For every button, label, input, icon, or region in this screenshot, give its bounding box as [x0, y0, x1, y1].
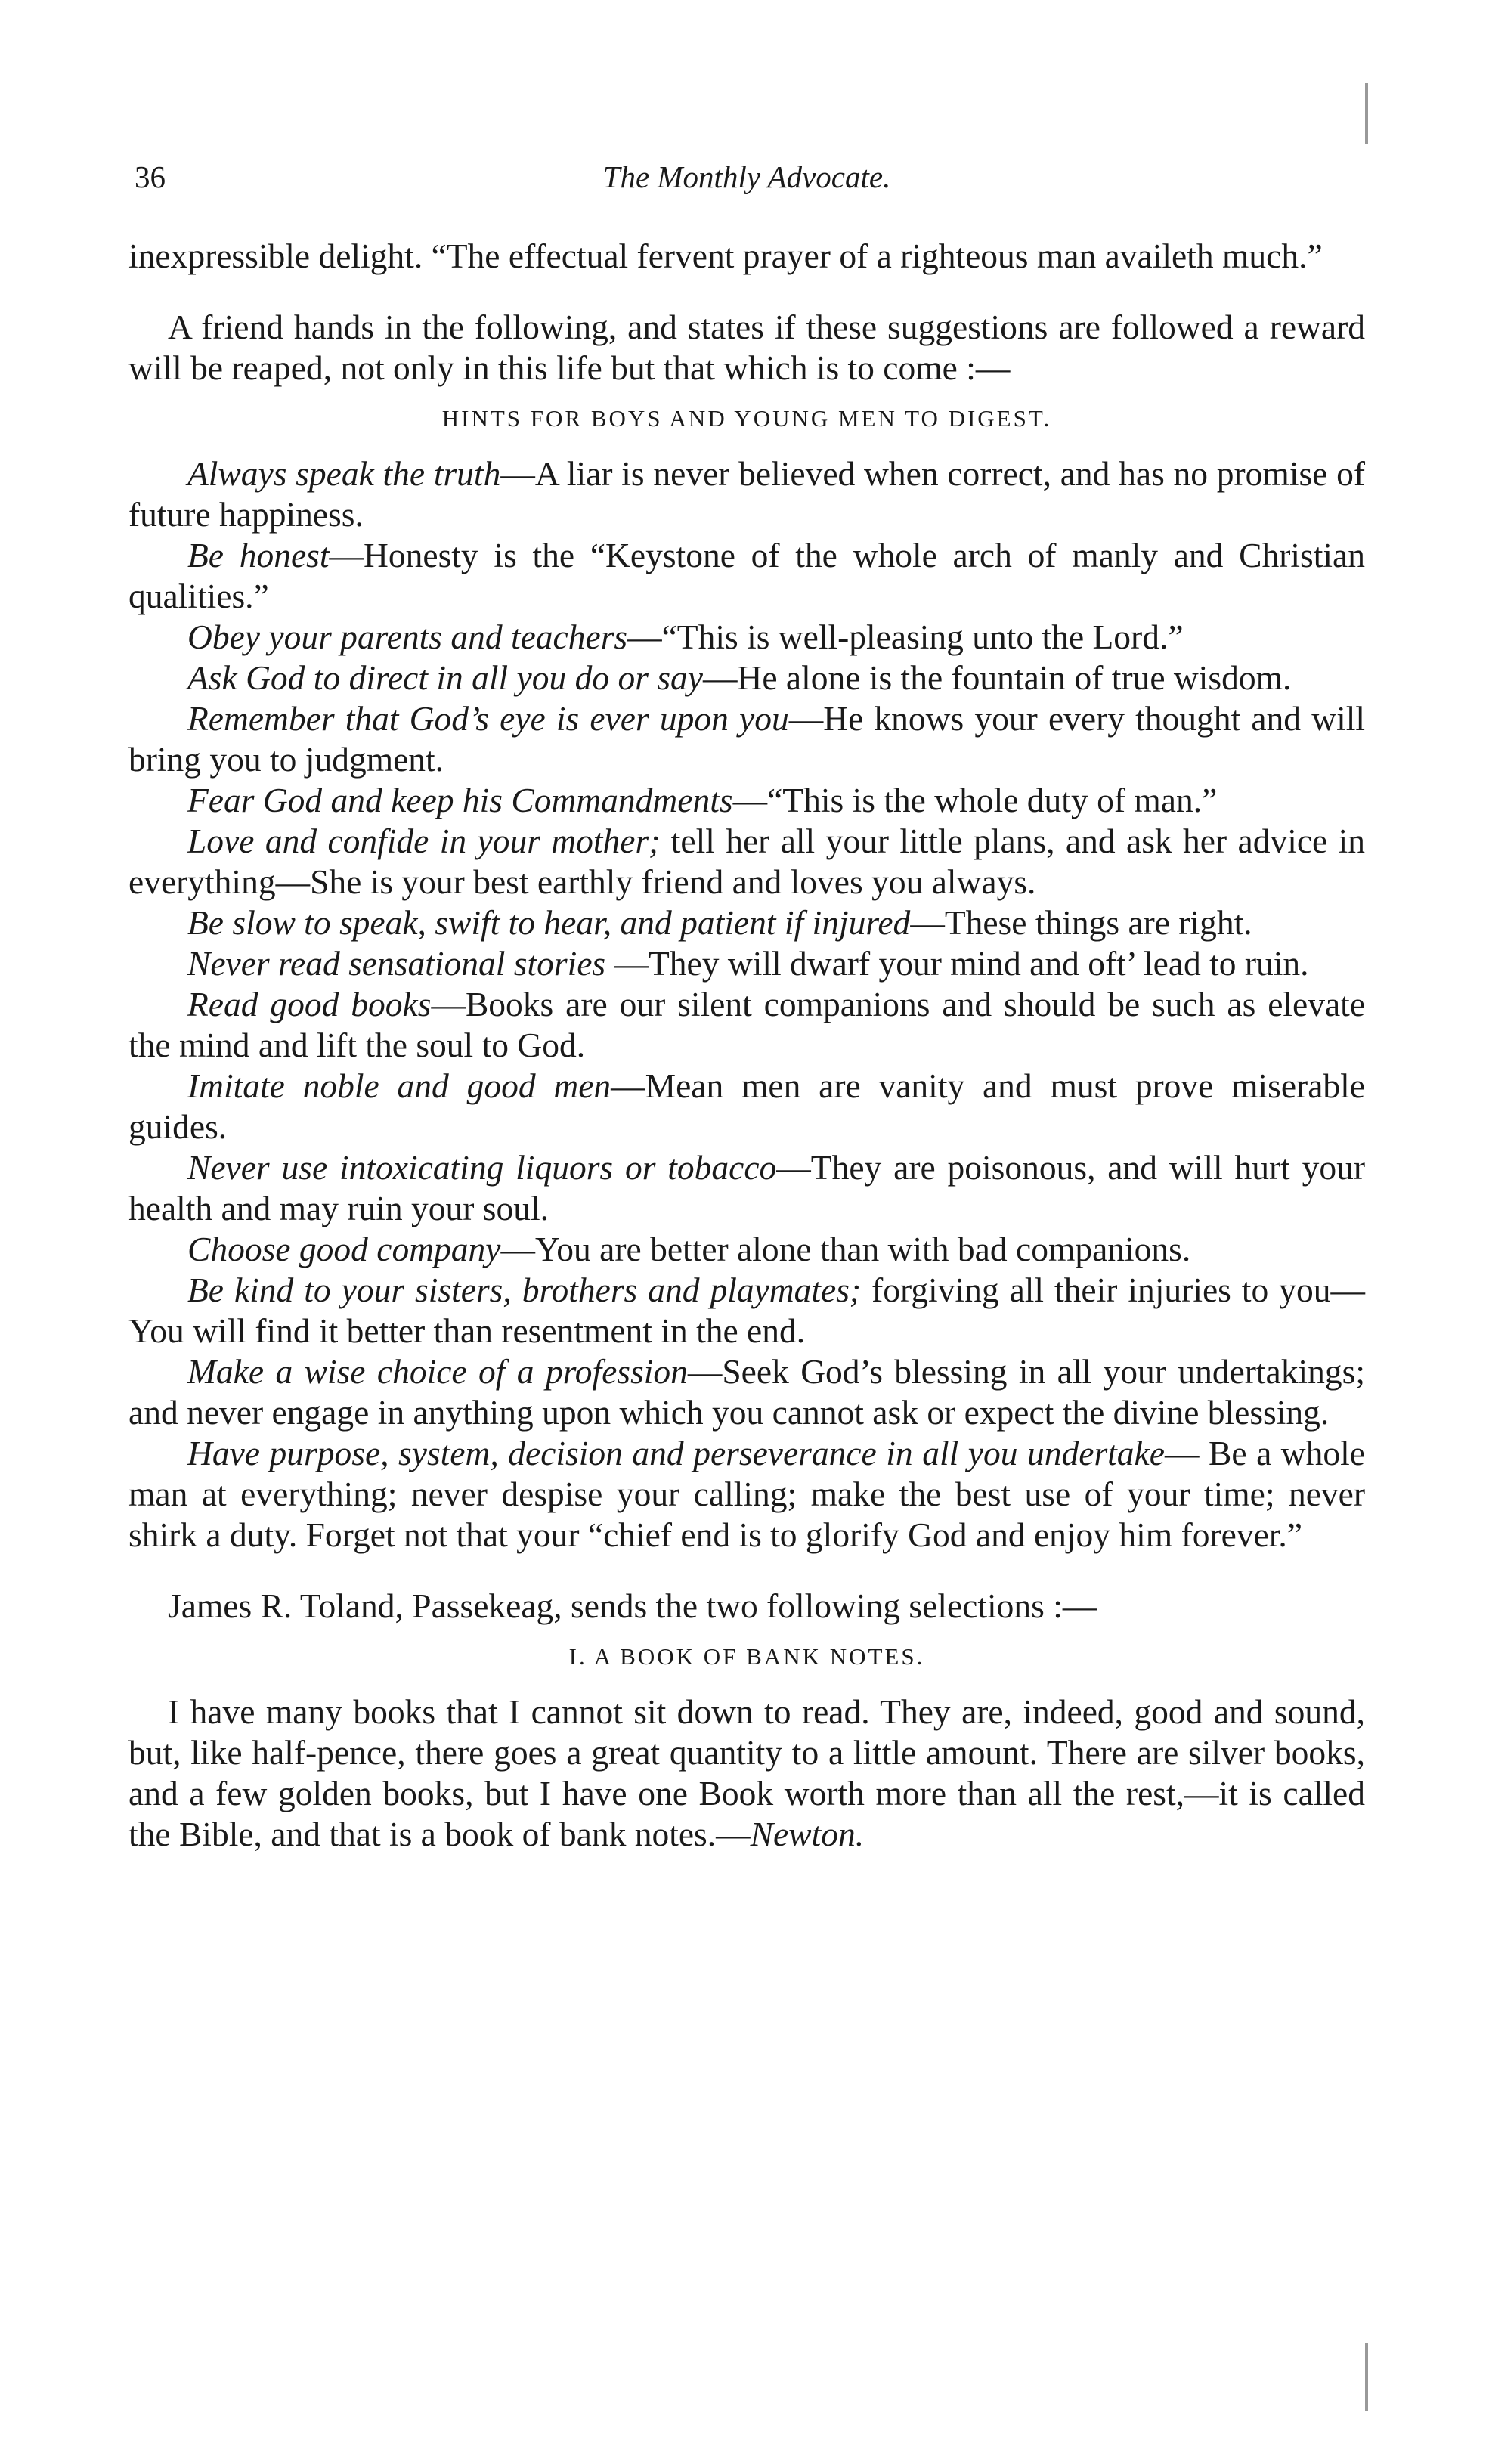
hint-text: —Honesty is the “Keystone of the whole arch of manly and Christian qualities.”: [128, 536, 1365, 615]
hint-text: —“This is the whole duty of man.”: [732, 781, 1218, 819]
hint-item: [128, 453, 1365, 535]
hint-text: —Seek God’s blessing in all your undertakings; and never engage in anything upon which you cannot ask or expect the divine blessing.: [128, 1352, 1365, 1432]
running-title: The Monthly Advocate.: [602, 159, 891, 194]
hint-item: [128, 984, 1365, 1066]
hint-item: [128, 780, 1365, 821]
hint-title: Never use intoxicating liquors or tobacco: [187, 1148, 777, 1187]
hint-text: tell her all your little plans, and ask her advice in everything—She is your best earthly friend and loves you always.: [128, 822, 1365, 901]
hint-title: Always speak the truth: [187, 454, 501, 493]
hint-item: [128, 1147, 1365, 1229]
scan-mark: [1365, 83, 1368, 144]
hint-text: —A liar is never believed when correct, and has no promise of future happiness.: [128, 454, 1365, 534]
hints-list: [128, 453, 1365, 1555]
hint-item: [128, 617, 1365, 658]
selection-heading: I. A BOOK OF BANK NOTES.: [568, 1643, 925, 1670]
hint-title: Choose good company: [187, 1230, 501, 1268]
hint-item: [128, 1066, 1365, 1147]
selection-author: Newton.: [750, 1815, 865, 1853]
intro-continuation: inexpressible delight. “The effectual fervent prayer of a righteous man availeth much.”: [128, 237, 1323, 275]
scan-mark: [1365, 2343, 1368, 2411]
hint-title: Obey your parents and teachers: [187, 618, 628, 656]
hint-text: forgiving all their injuries to you—You will find it better than resentment in the end.: [128, 1271, 1365, 1350]
hint-text: —You are better alone than with bad companions.: [500, 1230, 1191, 1268]
hint-text: —He alone is the fountain of true wisdom.: [703, 658, 1292, 697]
hint-text: —He knows your every thought and will bring you to judgment.: [128, 699, 1365, 779]
hint-item: [128, 1229, 1365, 1270]
hint-item: [128, 1351, 1365, 1433]
hint-title: Be slow to speak, swift to hear, and patient if injured: [187, 903, 911, 942]
hint-title: Be kind to your sisters, brothers and playmates;: [187, 1271, 862, 1309]
hints-heading: HINTS FOR BOYS AND YOUNG MEN TO DIGEST.: [441, 405, 1052, 432]
hint-title: Remember that God’s eye is ever upon you: [187, 699, 789, 738]
hint-title: Be honest: [187, 536, 330, 574]
hint-text: —“This is well-pleasing unto the Lord.”: [627, 618, 1184, 656]
hint-text: — Be a whole man at everything; never despise your calling; make the best use of your time; never shirk a duty. Forget not that your “chief end is to glorify God and enjoy him forever.”: [128, 1434, 1365, 1554]
hint-title: Never read sensational stories: [187, 944, 606, 983]
hint-item: [128, 1433, 1365, 1555]
hint-item: [128, 1270, 1365, 1351]
hint-item: [128, 698, 1365, 780]
hint-item: [128, 658, 1365, 698]
selection-text: [128, 1692, 1365, 1855]
hint-text: —Mean men are vanity and must prove miserable guides.: [128, 1066, 1365, 1146]
page: [128, 159, 1365, 1855]
hint-title: Have purpose, system, decision and perseverance in all you undertake: [187, 1434, 1165, 1472]
page-header: [128, 159, 1365, 204]
page-number: 36: [135, 159, 166, 194]
selections-intro: James R. Toland, Passekeag, sends the two following selections :—: [168, 1586, 1097, 1625]
hint-item: [128, 535, 1365, 617]
selection-body: I have many books that I cannot sit down to read. They are, indeed, good and sound, but, like half-pence, there goes a great quantity to a little amount. There are silver books, and a few golden books, but I have one Book worth more than all the rest,—it is called the Bible, and that is a book of bank notes.—: [128, 1692, 1365, 1853]
hint-title: Ask God to direct in all you do or say: [187, 658, 703, 697]
hint-title: Read good books: [187, 985, 432, 1023]
hint-item: [128, 943, 1365, 984]
hint-text: —These things are right.: [910, 903, 1252, 942]
hint-item: [128, 821, 1365, 902]
hint-text: —Books are our silent companions and should be such as elevate the mind and lift the soul to God.: [128, 985, 1366, 1064]
hint-title: Love and confide in your mother;: [187, 822, 661, 860]
hint-text: —They will dwarf your mind and oft’ lead to ruin.: [605, 944, 1309, 983]
hint-item: [128, 902, 1365, 943]
friend-note: A friend hands in the following, and states if these suggestions are followed a reward will be reaped, not only in this life but that which is to come :—: [128, 308, 1365, 387]
hint-title: Fear God and keep his Commandments: [187, 781, 733, 819]
hint-title: Imitate noble and good men: [187, 1066, 611, 1105]
hint-text: —They are poisonous, and will hurt your health and may ruin your soul.: [128, 1148, 1365, 1227]
hint-title: Make a wise choice of a profession: [187, 1352, 688, 1391]
